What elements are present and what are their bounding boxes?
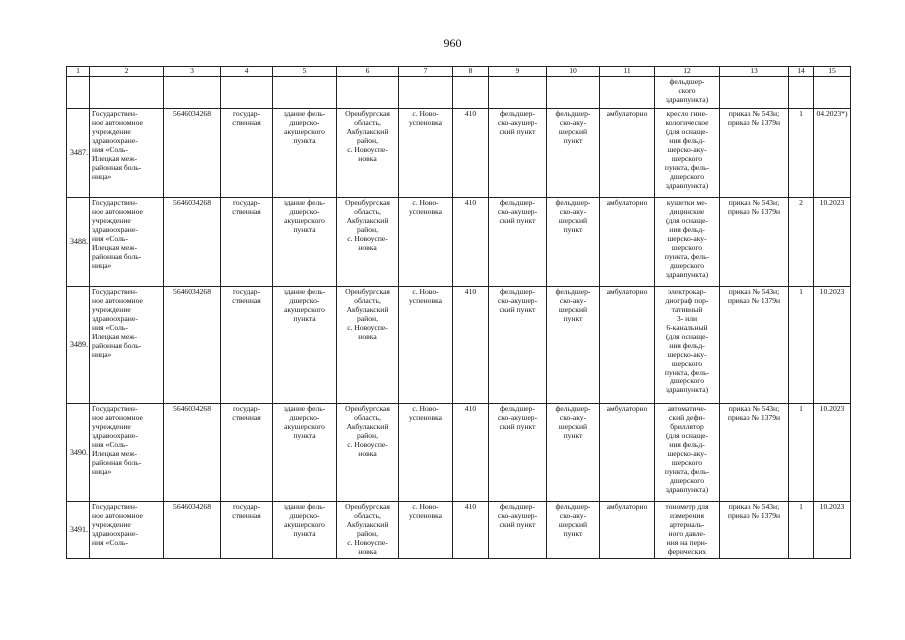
header-cell: 5 bbox=[273, 67, 337, 77]
care-type: амбулаторно bbox=[600, 108, 655, 197]
inn: 5646034268 bbox=[164, 108, 221, 197]
delivery-date: 10.2023 bbox=[814, 403, 851, 501]
inn: 5646034268 bbox=[164, 197, 221, 286]
care-type: амбулаторно bbox=[600, 286, 655, 403]
quantity: 1 bbox=[789, 403, 814, 501]
subunit-name: фельдшер- ско-аку- шерский пункт bbox=[547, 501, 600, 558]
address: Оренбургская область, Акбулакский район, с. Новоуспе- новка bbox=[337, 403, 399, 501]
continuation-equipment: фельдшер- ского здравпункта) bbox=[655, 76, 720, 108]
table-row bbox=[67, 108, 851, 197]
address: Оренбургская область, Акбулакский район, с. Новоуспе- новка bbox=[337, 286, 399, 403]
care-type: амбулаторно bbox=[600, 501, 655, 558]
organization-name: Государствен- ное автономное учреждение здравоохране- ния «Соль- bbox=[90, 501, 164, 558]
header-cell: 14 bbox=[789, 67, 814, 77]
subunit-name: фельдшер- ско-аку- шерский пункт bbox=[547, 403, 600, 501]
header-cell: 8 bbox=[453, 67, 489, 77]
table-cell bbox=[164, 76, 221, 108]
equipment-name: электрокар- диограф пор- тативный 3- или 6-канальный (для оснаще- ния фельд- шерско-аку- шерского пункта, фель- дшерского здравпункта) bbox=[655, 286, 720, 403]
table-row bbox=[67, 403, 851, 501]
ownership-type: государ- ственная bbox=[221, 286, 273, 403]
delivery-date: 10.2023 bbox=[814, 286, 851, 403]
delivery-date: 04.2023*) bbox=[814, 108, 851, 197]
unit-name: фельдшер- ско-акушер- ский пункт bbox=[489, 501, 547, 558]
header-cell: 1 bbox=[67, 67, 90, 77]
quantity: 2 bbox=[789, 197, 814, 286]
building-type: здание фель- дшерско- акушерского пункта bbox=[273, 403, 337, 501]
equipment-name: кресло гине- кологическое (для оснаще- ния фельд- шерско-аку- шерского пункта, фель- дшерского здравпункта) bbox=[655, 108, 720, 197]
header-cell: 12 bbox=[655, 67, 720, 77]
subunit-name: фельдшер- ско-аку- шерский пункт bbox=[547, 108, 600, 197]
header-cell: 13 bbox=[720, 67, 789, 77]
table-cell bbox=[67, 76, 90, 108]
code: 410 bbox=[453, 501, 489, 558]
delivery-date: 10.2023 bbox=[814, 501, 851, 558]
row-number: 3489. bbox=[67, 286, 90, 403]
ownership-type: государ- ственная bbox=[221, 108, 273, 197]
equipment-name: тонометр для измерения артериаль- ного давле- ния на пери- ферических bbox=[655, 501, 720, 558]
order-reference: приказ № 543н; приказ № 1379н bbox=[720, 286, 789, 403]
settlement: с. Ново- успеновка bbox=[399, 403, 453, 501]
equipment-name: кушетки ме- дицинские (для оснаще- ния фельд- шерско-аку- шерского пункта, фель- дшерского здравпункта) bbox=[655, 197, 720, 286]
table-cell bbox=[720, 76, 789, 108]
building-type: здание фель- дшерско- акушерского пункта bbox=[273, 108, 337, 197]
ownership-type: государ- ственная bbox=[221, 403, 273, 501]
continuation-row bbox=[67, 76, 851, 108]
equipment-table bbox=[66, 66, 851, 559]
unit-name: фельдшер- ско-акушер- ский пункт bbox=[489, 403, 547, 501]
settlement: с. Ново- успеновка bbox=[399, 197, 453, 286]
inn: 5646034268 bbox=[164, 501, 221, 558]
quantity: 1 bbox=[789, 108, 814, 197]
header-cell: 9 bbox=[489, 67, 547, 77]
ownership-type: государ- ственная bbox=[221, 197, 273, 286]
table-row bbox=[67, 197, 851, 286]
organization-name: Государствен- ное автономное учреждение здравоохране- ния «Соль- Илецкая меж- районная боль- ница» bbox=[90, 403, 164, 501]
header-cell: 7 bbox=[399, 67, 453, 77]
equipment-name: автоматиче- ский дефи- бриллятор (для оснаще- ния фельд- шерско-аку- шерского пункта, фель- дшерского здравпункта) bbox=[655, 403, 720, 501]
row-number: 3490. bbox=[67, 403, 90, 501]
order-reference: приказ № 543н; приказ № 1379н bbox=[720, 501, 789, 558]
order-reference: приказ № 543н; приказ № 1379н bbox=[720, 197, 789, 286]
subunit-name: фельдшер- ско-аку- шерский пункт bbox=[547, 197, 600, 286]
header-row bbox=[67, 67, 851, 77]
table-cell bbox=[814, 76, 851, 108]
quantity: 1 bbox=[789, 501, 814, 558]
address: Оренбургская область, Акбулакский район, с. Новоуспе- новка bbox=[337, 108, 399, 197]
organization-name: Государствен- ное автономное учреждение здравоохране- ния «Соль- Илецкая меж- районная боль- ница» bbox=[90, 197, 164, 286]
organization-name: Государствен- ное автономное учреждение здравоохране- ния «Соль- Илецкая меж- районная боль- ница» bbox=[90, 108, 164, 197]
table-cell bbox=[789, 76, 814, 108]
row-number: 3491. bbox=[67, 501, 90, 558]
settlement: с. Ново- успеновка bbox=[399, 108, 453, 197]
table-cell bbox=[600, 76, 655, 108]
header-cell: 4 bbox=[221, 67, 273, 77]
ownership-type: государ- ственная bbox=[221, 501, 273, 558]
header-cell: 3 bbox=[164, 67, 221, 77]
settlement: с. Ново- успеновка bbox=[399, 286, 453, 403]
unit-name: фельдшер- ско-акушер- ский пункт bbox=[489, 286, 547, 403]
code: 410 bbox=[453, 286, 489, 403]
address: Оренбургская область, Акбулакский район, с. Новоуспе- новка bbox=[337, 501, 399, 558]
table-cell bbox=[337, 76, 399, 108]
row-number: 3488. bbox=[67, 197, 90, 286]
header-cell: 10 bbox=[547, 67, 600, 77]
order-reference: приказ № 543н; приказ № 1379н bbox=[720, 403, 789, 501]
row-number: 3487. bbox=[67, 108, 90, 197]
unit-name: фельдшер- ско-акушер- ский пункт bbox=[489, 108, 547, 197]
building-type: здание фель- дшерско- акушерского пункта bbox=[273, 197, 337, 286]
inn: 5646034268 bbox=[164, 403, 221, 501]
table-cell bbox=[547, 76, 600, 108]
subunit-name: фельдшер- ско-аку- шерский пункт bbox=[547, 286, 600, 403]
header-cell: 11 bbox=[600, 67, 655, 77]
order-reference: приказ № 543н; приказ № 1379н bbox=[720, 108, 789, 197]
header-cell: 15 bbox=[814, 67, 851, 77]
table-cell bbox=[399, 76, 453, 108]
table-row bbox=[67, 501, 851, 558]
care-type: амбулаторно bbox=[600, 197, 655, 286]
settlement: с. Ново- успеновка bbox=[399, 501, 453, 558]
building-type: здание фель- дшерско- акушерского пункта bbox=[273, 501, 337, 558]
code: 410 bbox=[453, 197, 489, 286]
quantity: 1 bbox=[789, 286, 814, 403]
table-cell bbox=[489, 76, 547, 108]
building-type: здание фель- дшерско- акушерского пункта bbox=[273, 286, 337, 403]
table-cell bbox=[90, 76, 164, 108]
unit-name: фельдшер- ско-акушер- ский пункт bbox=[489, 197, 547, 286]
address: Оренбургская область, Акбулакский район, с. Новоуспе- новка bbox=[337, 197, 399, 286]
delivery-date: 10.2023 bbox=[814, 197, 851, 286]
code: 410 bbox=[453, 108, 489, 197]
organization-name: Государствен- ное автономное учреждение здравоохране- ния «Соль- Илецкая меж- районная боль- ница» bbox=[90, 286, 164, 403]
table-cell bbox=[221, 76, 273, 108]
header-cell: 2 bbox=[90, 67, 164, 77]
code: 410 bbox=[453, 403, 489, 501]
inn: 5646034268 bbox=[164, 286, 221, 403]
care-type: амбулаторно bbox=[600, 403, 655, 501]
page-number: 960 bbox=[443, 36, 462, 50]
table-row bbox=[67, 286, 851, 403]
header-cell: 6 bbox=[337, 67, 399, 77]
table-cell bbox=[273, 76, 337, 108]
table-cell bbox=[453, 76, 489, 108]
